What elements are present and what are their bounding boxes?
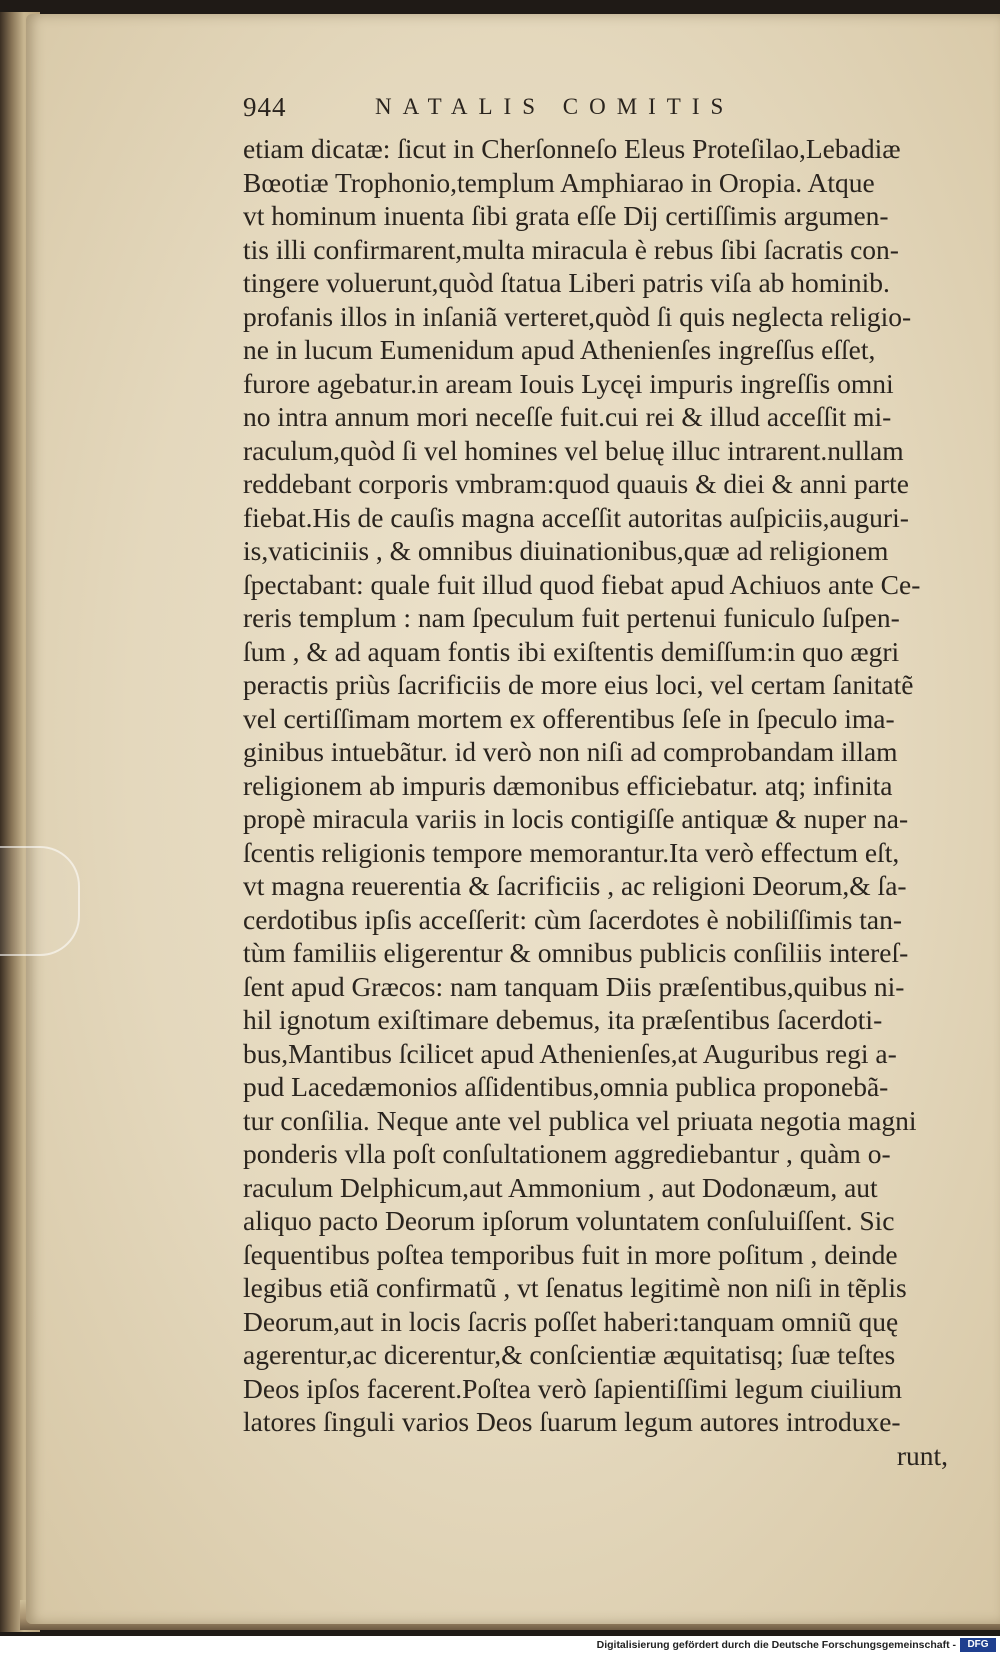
catchword: runt, (896, 1439, 948, 1471)
text-line: ſpectabant: quale fuit illud quod fiebat apud Achiuos ante Ce- (243, 568, 921, 600)
text-line: tùm familiis eligerentur & omnibus publicis conſiliis intereſ- (243, 937, 909, 968)
text-line: religionem ab impuris dæmonibus efficiebatur. atq; infinita (243, 769, 893, 801)
dfg-logo: DFG (960, 1638, 996, 1652)
text-line: aliquo pacto Deorum ipſorum voluntatem conſuluiſſent. Sic (243, 1205, 895, 1236)
text-line: etiam dicatæ: ſicut in Cherſonneſo Eleus Proteſilao,Lebadiæ (243, 133, 901, 164)
text-line: vel certiſſimam mortem ex offerentibus ſeſe in ſpeculo ima- (243, 702, 895, 734)
text-line: fiebat.His de cauſis magna acceſſit autoritas auſpiciis,auguri- (243, 501, 909, 533)
text-line: furore agebatur.in aream Iouis Lycęi impuris ingreſſis omni (243, 367, 894, 399)
text-line: legibus etiã confirmatũ , vt ſenatus legitimè non niſi in tẽplis (243, 1272, 907, 1303)
text-line: ſcentis religionis tempore memorantur.Ita verò effectum eſt, (243, 836, 900, 868)
text-line: tingere voluerunt,quòd ſtatua Liberi patris viſa ab hominib. (243, 267, 890, 298)
text-line: cerdotibus ipſis acceſſerit: cùm ſacerdotes è nobiliſſimis tan- (243, 903, 903, 935)
funding-credit: Digitalisierung gefördert durch die Deutsche Forschungsgemeinschaft - (596, 1639, 956, 1651)
text-line: bus,Mantibus ſcilicet apud Athenienſes,at Auguribus regi a- (243, 1037, 897, 1069)
text-line: tur conſilia. Neque ante vel publica vel priuata negotia magni (243, 1104, 917, 1136)
text-line: reddebant corporis vmbram:quod quauis & diei & anni parte (243, 468, 909, 499)
text-line: Deos ipſos facerent.Poſtea verò ſapientiſſimi legum ciuilium (243, 1372, 903, 1404)
text-line: vt magna reuerentia & ſacrificiis , ac religioni Deorum,& ſa- (243, 870, 907, 901)
text-line: no intra annum mori neceſſe fuit.cui rei & illud acceſſit mi- (243, 401, 892, 432)
text-line: Deorum,aut in locis ſacris poſſet haberi:tanquam omniũ quę (243, 1305, 899, 1337)
text-line: raculum Delphicum,aut Ammonium , aut Dodonæum, aut (243, 1171, 878, 1203)
text-line: ponderis vlla poſt conſultationem aggrediebantur , quàm o- (243, 1138, 891, 1169)
text-line: propè miracula variis in locis contigiſſe antiquæ & nuper na- (243, 803, 909, 834)
text-line: agerentur,ac dicerentur,& conſcientiæ æquitatisq; ſuæ teſtes (243, 1339, 896, 1370)
text-line: ne in lucum Eumenidum apud Athenienſes ingreſſus eſſet, (243, 334, 876, 365)
text-line: ſent apud Græcos: nam tanquam Diis præſentibus,quibus ni- (243, 970, 905, 1002)
text-line: ſum , & ad aquam fontis ibi exiſtentis demiſſum:in quo ægri (243, 635, 900, 667)
text-line: ginibus intuebãtur. id verò non niſi ad comprobandam illam (243, 736, 898, 767)
page-number: 944 (243, 92, 287, 122)
text-line: Bœotiæ Trophonio,templum Amphiarao in Oropia. Atque (243, 166, 875, 198)
text-line: latores ſinguli varios Deos ſuarum legum autores introduxe- (243, 1406, 901, 1437)
text-line: peractis priùs ſacrificiis de more eius loci, vel certam ſanitatẽ (243, 669, 914, 700)
text-line: vt hominum inuenta ſibi grata eſſe Dij certiſſimis argumen- (243, 200, 889, 231)
text-line: reris templum : nam ſpeculum fuit pertenui funiculo ſuſpen- (243, 602, 900, 633)
running-head (243, 90, 948, 130)
text-line: is,vaticiniis , & omnibus diuinationibus,quæ ad religionem (243, 535, 889, 566)
text-line: pud Lacedæmonios aſſidentibus,omnia publica proponebã- (243, 1071, 889, 1102)
text-line: hil ignotum exiſtimare debemus, ita præſentibus ſacerdoti- (243, 1004, 883, 1035)
text-block (243, 90, 948, 1472)
text-line: tis illi confirmarent,multa miracula è rebus ſibi ſacratis con- (243, 233, 899, 265)
body-text (243, 132, 948, 1439)
running-title: NATALIS COMITIS (375, 94, 735, 119)
text-line: raculum,quòd ſi vel homines vel beluę illuc intrarent.nullam (243, 434, 904, 466)
text-line: profanis illos in inſaniã verteret,quòd ſi quis neglecta religio- (243, 300, 912, 332)
text-line: ſequentibus poſtea temporibus fuit in more poſitum , deinde (243, 1238, 898, 1270)
page-clip-holder (0, 846, 80, 956)
